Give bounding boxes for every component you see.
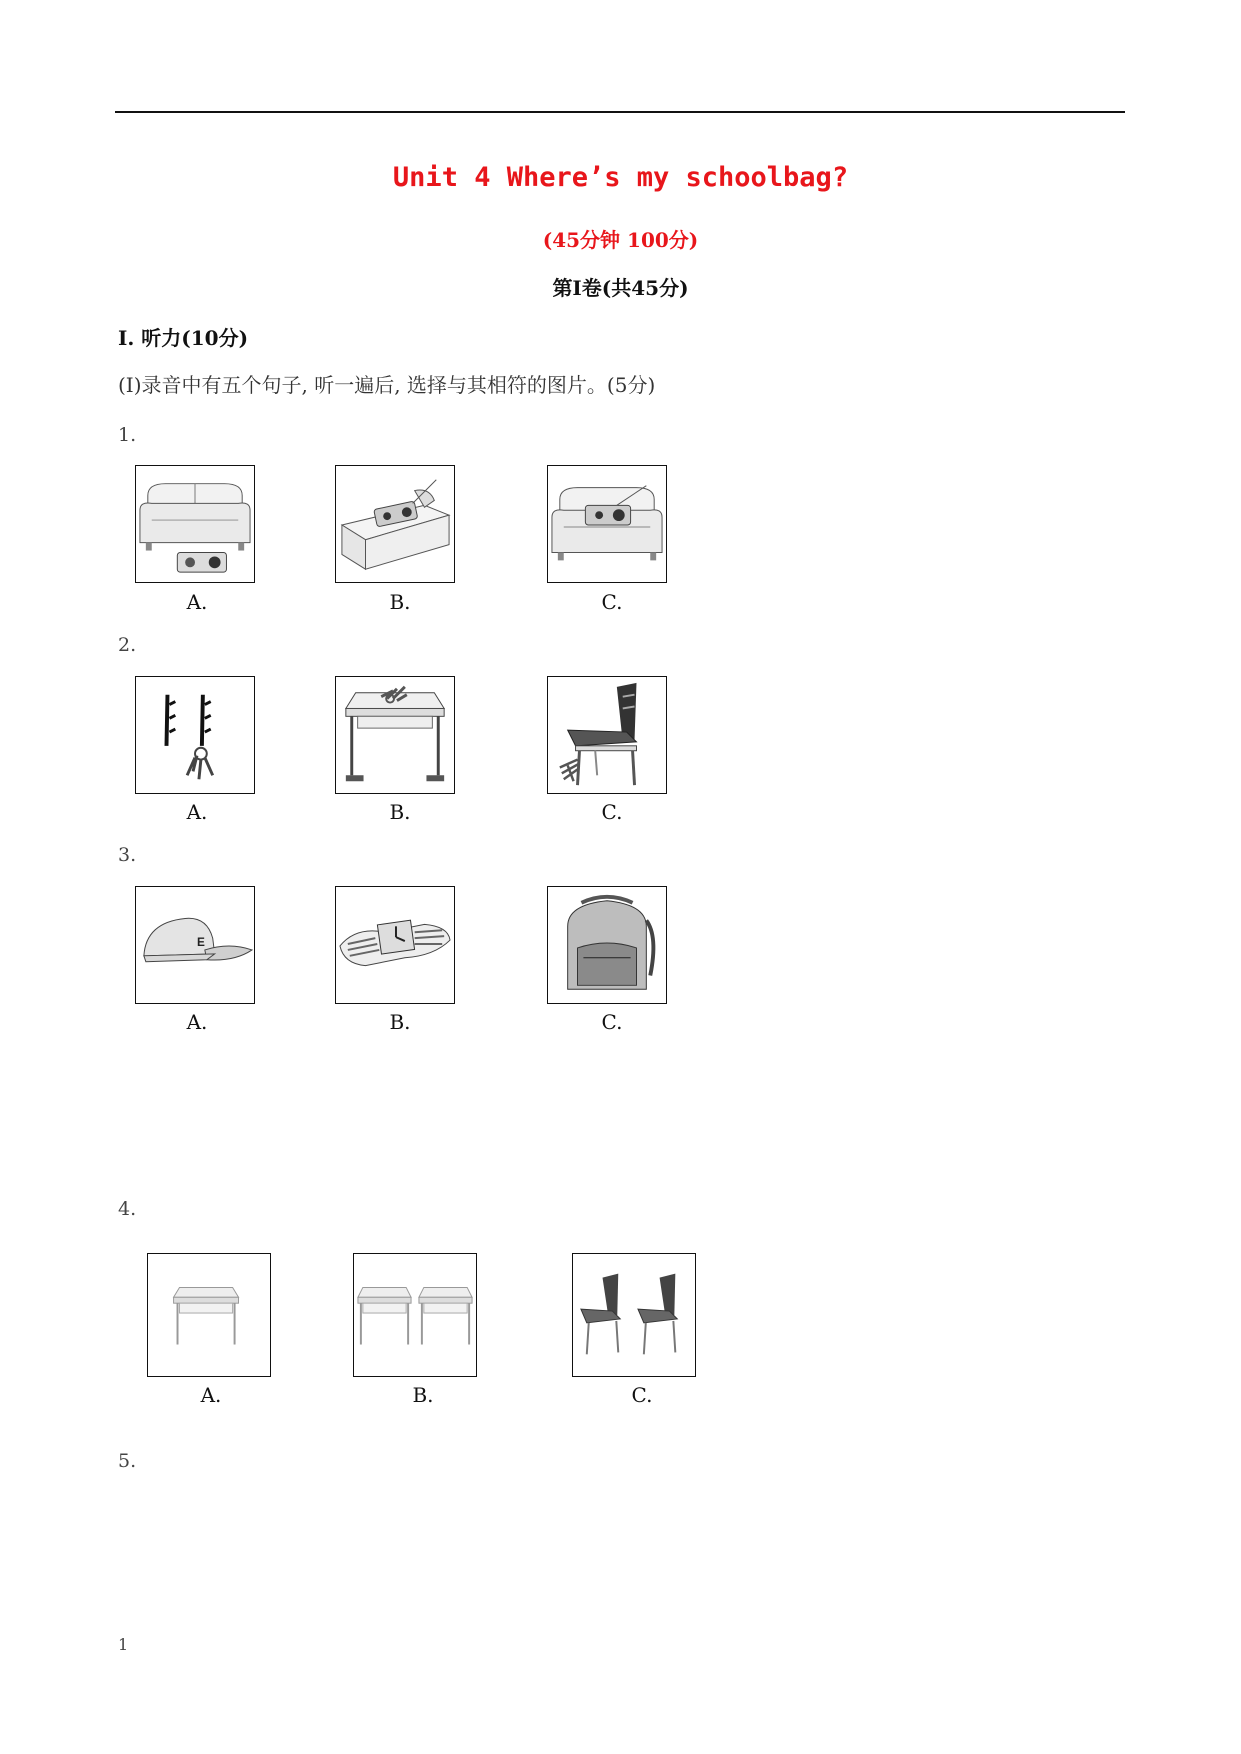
option-label: C. (631, 1383, 653, 1407)
option-image-4b[interactable] (353, 1253, 477, 1377)
section-heading: Ⅰ. 听力(10分) (118, 326, 249, 350)
option-label: A. (186, 800, 208, 824)
option-image-4c[interactable] (572, 1253, 696, 1377)
option-image-2c[interactable] (547, 676, 667, 794)
option-label: A. (186, 590, 208, 614)
time-score-subtitle: (45分钟 100分) (542, 228, 699, 252)
option-image-3a[interactable] (135, 886, 255, 1004)
one-desk-image (148, 1254, 270, 1376)
option-image-3b[interactable] (335, 886, 455, 1004)
volume-heading: 第Ⅰ卷(共45分) (552, 276, 689, 300)
option-label: B. (389, 590, 411, 614)
cap-image (136, 887, 254, 1003)
keys-on-desk-image (336, 677, 454, 793)
question-number: 4. (118, 1198, 137, 1220)
option-label: A. (200, 1383, 222, 1407)
page-number: 1 (118, 1635, 129, 1654)
radio-on-sofa-image (548, 466, 666, 582)
option-label: A. (186, 1010, 208, 1034)
option-image-1b[interactable] (335, 465, 455, 583)
two-desks-image (354, 1254, 476, 1376)
question-number: 5. (118, 1450, 137, 1472)
question-number: 2. (118, 634, 137, 656)
clock-image (336, 887, 454, 1003)
radio-on-bed-image (336, 466, 454, 582)
keys-under-chair-image (548, 677, 666, 793)
option-label: B. (389, 800, 411, 824)
option-label: C. (601, 800, 623, 824)
option-image-1a[interactable] (135, 465, 255, 583)
question-number: 1. (118, 424, 137, 446)
section-instruction: (Ⅰ)录音中有五个句子, 听一遍后, 选择与其相符的图片。(5分) (118, 373, 656, 397)
option-label: C. (601, 590, 623, 614)
top-rule (115, 111, 1125, 113)
option-label: B. (389, 1010, 411, 1034)
radio-under-sofa-image (136, 466, 254, 582)
option-image-2a[interactable] (135, 676, 255, 794)
question-number: 3. (118, 844, 137, 866)
option-image-3c[interactable] (547, 886, 667, 1004)
option-image-4a[interactable] (147, 1253, 271, 1377)
option-label: B. (412, 1383, 434, 1407)
svg-text:E: E (196, 935, 205, 949)
option-label: C. (601, 1010, 623, 1034)
option-image-2b[interactable] (335, 676, 455, 794)
schoolbag-image (548, 887, 666, 1003)
option-image-1c[interactable] (547, 465, 667, 583)
two-chairs-image (573, 1254, 695, 1376)
keys-under-hooks-image (136, 677, 254, 793)
page-title: Unit 4 Where’s my schoolbag? (392, 162, 849, 193)
